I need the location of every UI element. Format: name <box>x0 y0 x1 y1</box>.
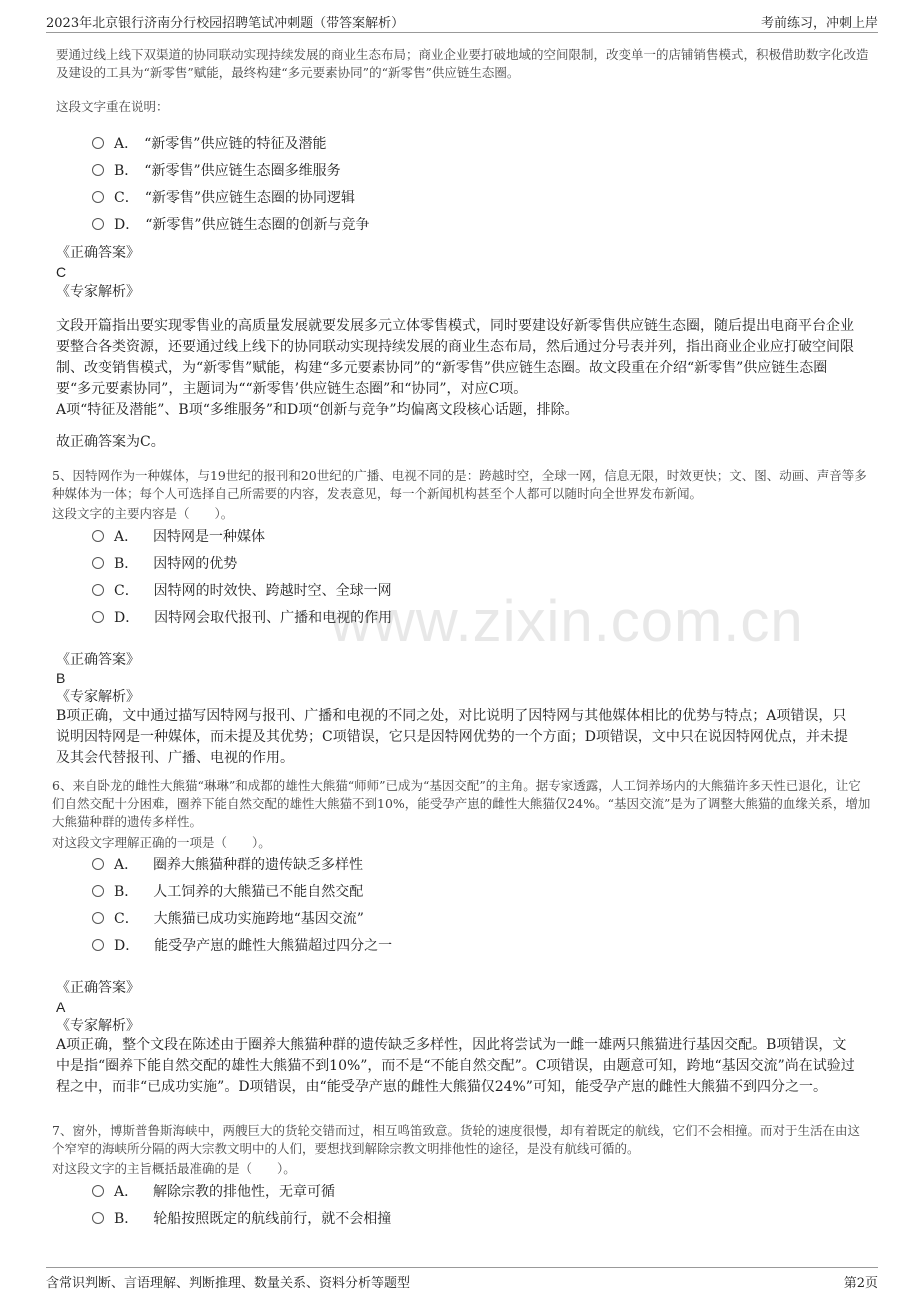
radio-icon[interactable] <box>92 939 104 951</box>
q4-option-b[interactable]: B． “新零售”供应链生态圈多维服务 <box>92 161 341 181</box>
radio-icon[interactable] <box>92 164 104 176</box>
q4-analysis-label: 《专家解析》 <box>56 284 140 300</box>
radio-icon[interactable] <box>92 530 104 542</box>
q6-analysis: A项正确，整个文段在陈述由于圈养大熊猫种群的遗传缺乏多样性，因此将尝试为一雌一雄两只熊猫进行基因交配。B项错误，文中是指“圈养下能自然交配的雄性大熊猫不到10%”，而不是“不能自然交配”。C项错误，由题意可知，跨地“基因交流”尚在试验过程之中，而非“已成功实施”。D项错误，由“能受孕产崽的雌性大熊猫仅24%”可知，能受孕产崽的雌性大熊猫不到四分之一。 <box>56 1037 855 1095</box>
q7-option-b[interactable]: B． 轮船按照既定的航线前行，就不会相撞 <box>92 1209 391 1229</box>
q6-option-c[interactable]: C． 大熊猫已成功实施跨地“基因交流” <box>92 909 364 929</box>
q5-option-d[interactable]: D． 因特网会取代报刊、广播和电视的作用 <box>92 608 392 628</box>
radio-icon[interactable] <box>92 557 104 569</box>
q6-question: 对这段文字理解正确的一项是（ ）。 <box>52 835 271 850</box>
radio-icon[interactable] <box>92 912 104 924</box>
q7-option-a[interactable]: A． 解除宗教的排他性，无章可循 <box>92 1182 335 1202</box>
radio-icon[interactable] <box>92 218 104 230</box>
q6-option-d[interactable]: D． 能受孕产崽的雌性大熊猫超过四分之一 <box>92 936 392 956</box>
radio-icon[interactable] <box>92 191 104 203</box>
footer-topics: 含常识判断、言语理解、判断推理、数量关系、资料分析等题型 <box>46 1276 411 1291</box>
page-header <box>46 10 878 33</box>
q7-passage: 7、窗外，博斯普鲁斯海峡中，两艘巨大的货轮交错而过，相互鸣笛致意。货轮的速度很慢，却有着既定的航线，它们不会相撞。而对于生活在由这个窄窄的海峡所分隔的两大宗教文明中的人们，要想找到解除宗教文明排他性的途径，是没有航线可循的。 <box>52 1123 860 1156</box>
q4-passage: 要通过线上线下双渠道的协同联动实现持续发展的商业生态布局；商业企业要打破地域的空间限制，改变单一的店铺销售模式，积极借助数字化改造及建设的工具为“新零售”赋能，最终构建“多元要素协同”的“新零售”供应链生态圈。 <box>56 47 869 80</box>
radio-icon[interactable] <box>92 1185 104 1197</box>
q5-option-b[interactable]: B． 因特网的优势 <box>92 554 237 574</box>
q5-analysis: B项正确，文中通过描写因特网与报刊、广播和电视的不同之处，对比说明了因特网与其他媒体相比的优势与特点；A项错误，只说明因特网是一种媒体，而未提及其优势；C项错误，它只是因特网优势的一个方面；D项错误，文中只在说因特网优点，并未提及其会代替报刊、广播、电视的作用。 <box>56 708 848 766</box>
q4-analysis-3: 故正确答案为C。 <box>56 434 165 450</box>
q4-answer-label: 《正确答案》 <box>56 245 140 261</box>
radio-icon[interactable] <box>92 137 104 149</box>
q6-analysis-label: 《专家解析》 <box>56 1018 140 1034</box>
q4-question: 这段文字重在说明： <box>56 99 169 114</box>
radio-icon[interactable] <box>92 611 104 623</box>
q6-option-a[interactable]: A． 圈养大熊猫种群的遗传缺乏多样性 <box>92 855 363 875</box>
q6-answer: A <box>56 999 66 1015</box>
radio-icon[interactable] <box>92 1212 104 1224</box>
q5-option-a[interactable]: A． 因特网是一种媒体 <box>92 527 265 547</box>
q5-option-c[interactable]: C． 因特网的时效快、跨越时空、全球一网 <box>92 581 392 601</box>
q5-answer-label: 《正确答案》 <box>56 652 140 668</box>
q6-option-b[interactable]: B． 人工饲养的大熊猫已不能自然交配 <box>92 882 363 902</box>
q5-passage: 5、因特网作为一种媒体，与19世纪的报刊和20世纪的广播、电视不同的是：跨越时空，全球一网，信息无限，时效更快；文、图、动画、声音等多种媒体为一体；每个人可选择自己所需要的内容，发表意见，每一个新闻机构甚至个人都可以随时向全世界发布新闻。 <box>52 468 867 501</box>
q4-option-d[interactable]: D． “新零售”供应链生态圈的创新与竞争 <box>92 215 370 235</box>
watermark: www.zixin.com.cn <box>330 589 804 654</box>
q7-question: 对这段文字的主旨概括最准确的是（ ）。 <box>52 1161 296 1176</box>
header-slogan: 考前练习，冲刺上岸 <box>760 16 878 31</box>
q4-option-c[interactable]: C． “新零售”供应链生态圈的协同逻辑 <box>92 188 355 208</box>
q6-passage: 6、来自卧龙的雌性大熊猫“琳琳”和成都的雄性大熊猫“师师”已成为“基因交配”的主角。据专家透露，人工饲养场内的大熊猫许多天性已退化，让它们自然交配十分困难，圈养下能自然交配的雄性大熊猫不到10%，能受孕产崽的雌性大熊猫仅24%。“基因交流”是为了调整大熊猫的血缘关系，增加大熊猫种群的遗传多样性。 <box>52 778 871 829</box>
header-title: 2023年北京银行济南分行校园招聘笔试冲刺题（带答案解析） <box>46 16 405 31</box>
q4-analysis-2: A项“特征及潜能”、B项“多维服务”和D项“创新与竞争”均偏离文段核心话题，排除。 <box>56 402 579 418</box>
page-number: 第2页 <box>843 1276 878 1291</box>
q6-answer-label: 《正确答案》 <box>56 980 140 996</box>
q5-question: 这段文字的主要内容是（ ）。 <box>52 506 234 521</box>
page-footer <box>46 1267 878 1292</box>
q4-analysis-1: 文段开篇指出要实现零售业的高质量发展就要发展多元立体零售模式，同时要建设好新零售供应链生态圈，随后提出电商平台企业要整合各类资源，还要通过线上线下的协同联动实现持续发展的商业生态布局，然后通过分号表并列，指出商业企业应打破空间限制、改变销售模式，为“新零售”赋能，构建“多元要素协同”的“新零售”供应链生态圈。故文段重在介绍“新零售”供应链生态圈要“多元要素协同”，主题词为““新零售’供应链生态圈”和“协同”，对应C项。 <box>56 318 854 397</box>
q4-option-a[interactable]: A． “新零售”供应链的特征及潜能 <box>92 134 326 154</box>
q4-answer: C <box>56 264 67 280</box>
radio-icon[interactable] <box>92 584 104 596</box>
radio-icon[interactable] <box>92 885 104 897</box>
q5-answer: B <box>56 670 66 686</box>
q5-analysis-label: 《专家解析》 <box>56 689 140 705</box>
radio-icon[interactable] <box>92 858 104 870</box>
